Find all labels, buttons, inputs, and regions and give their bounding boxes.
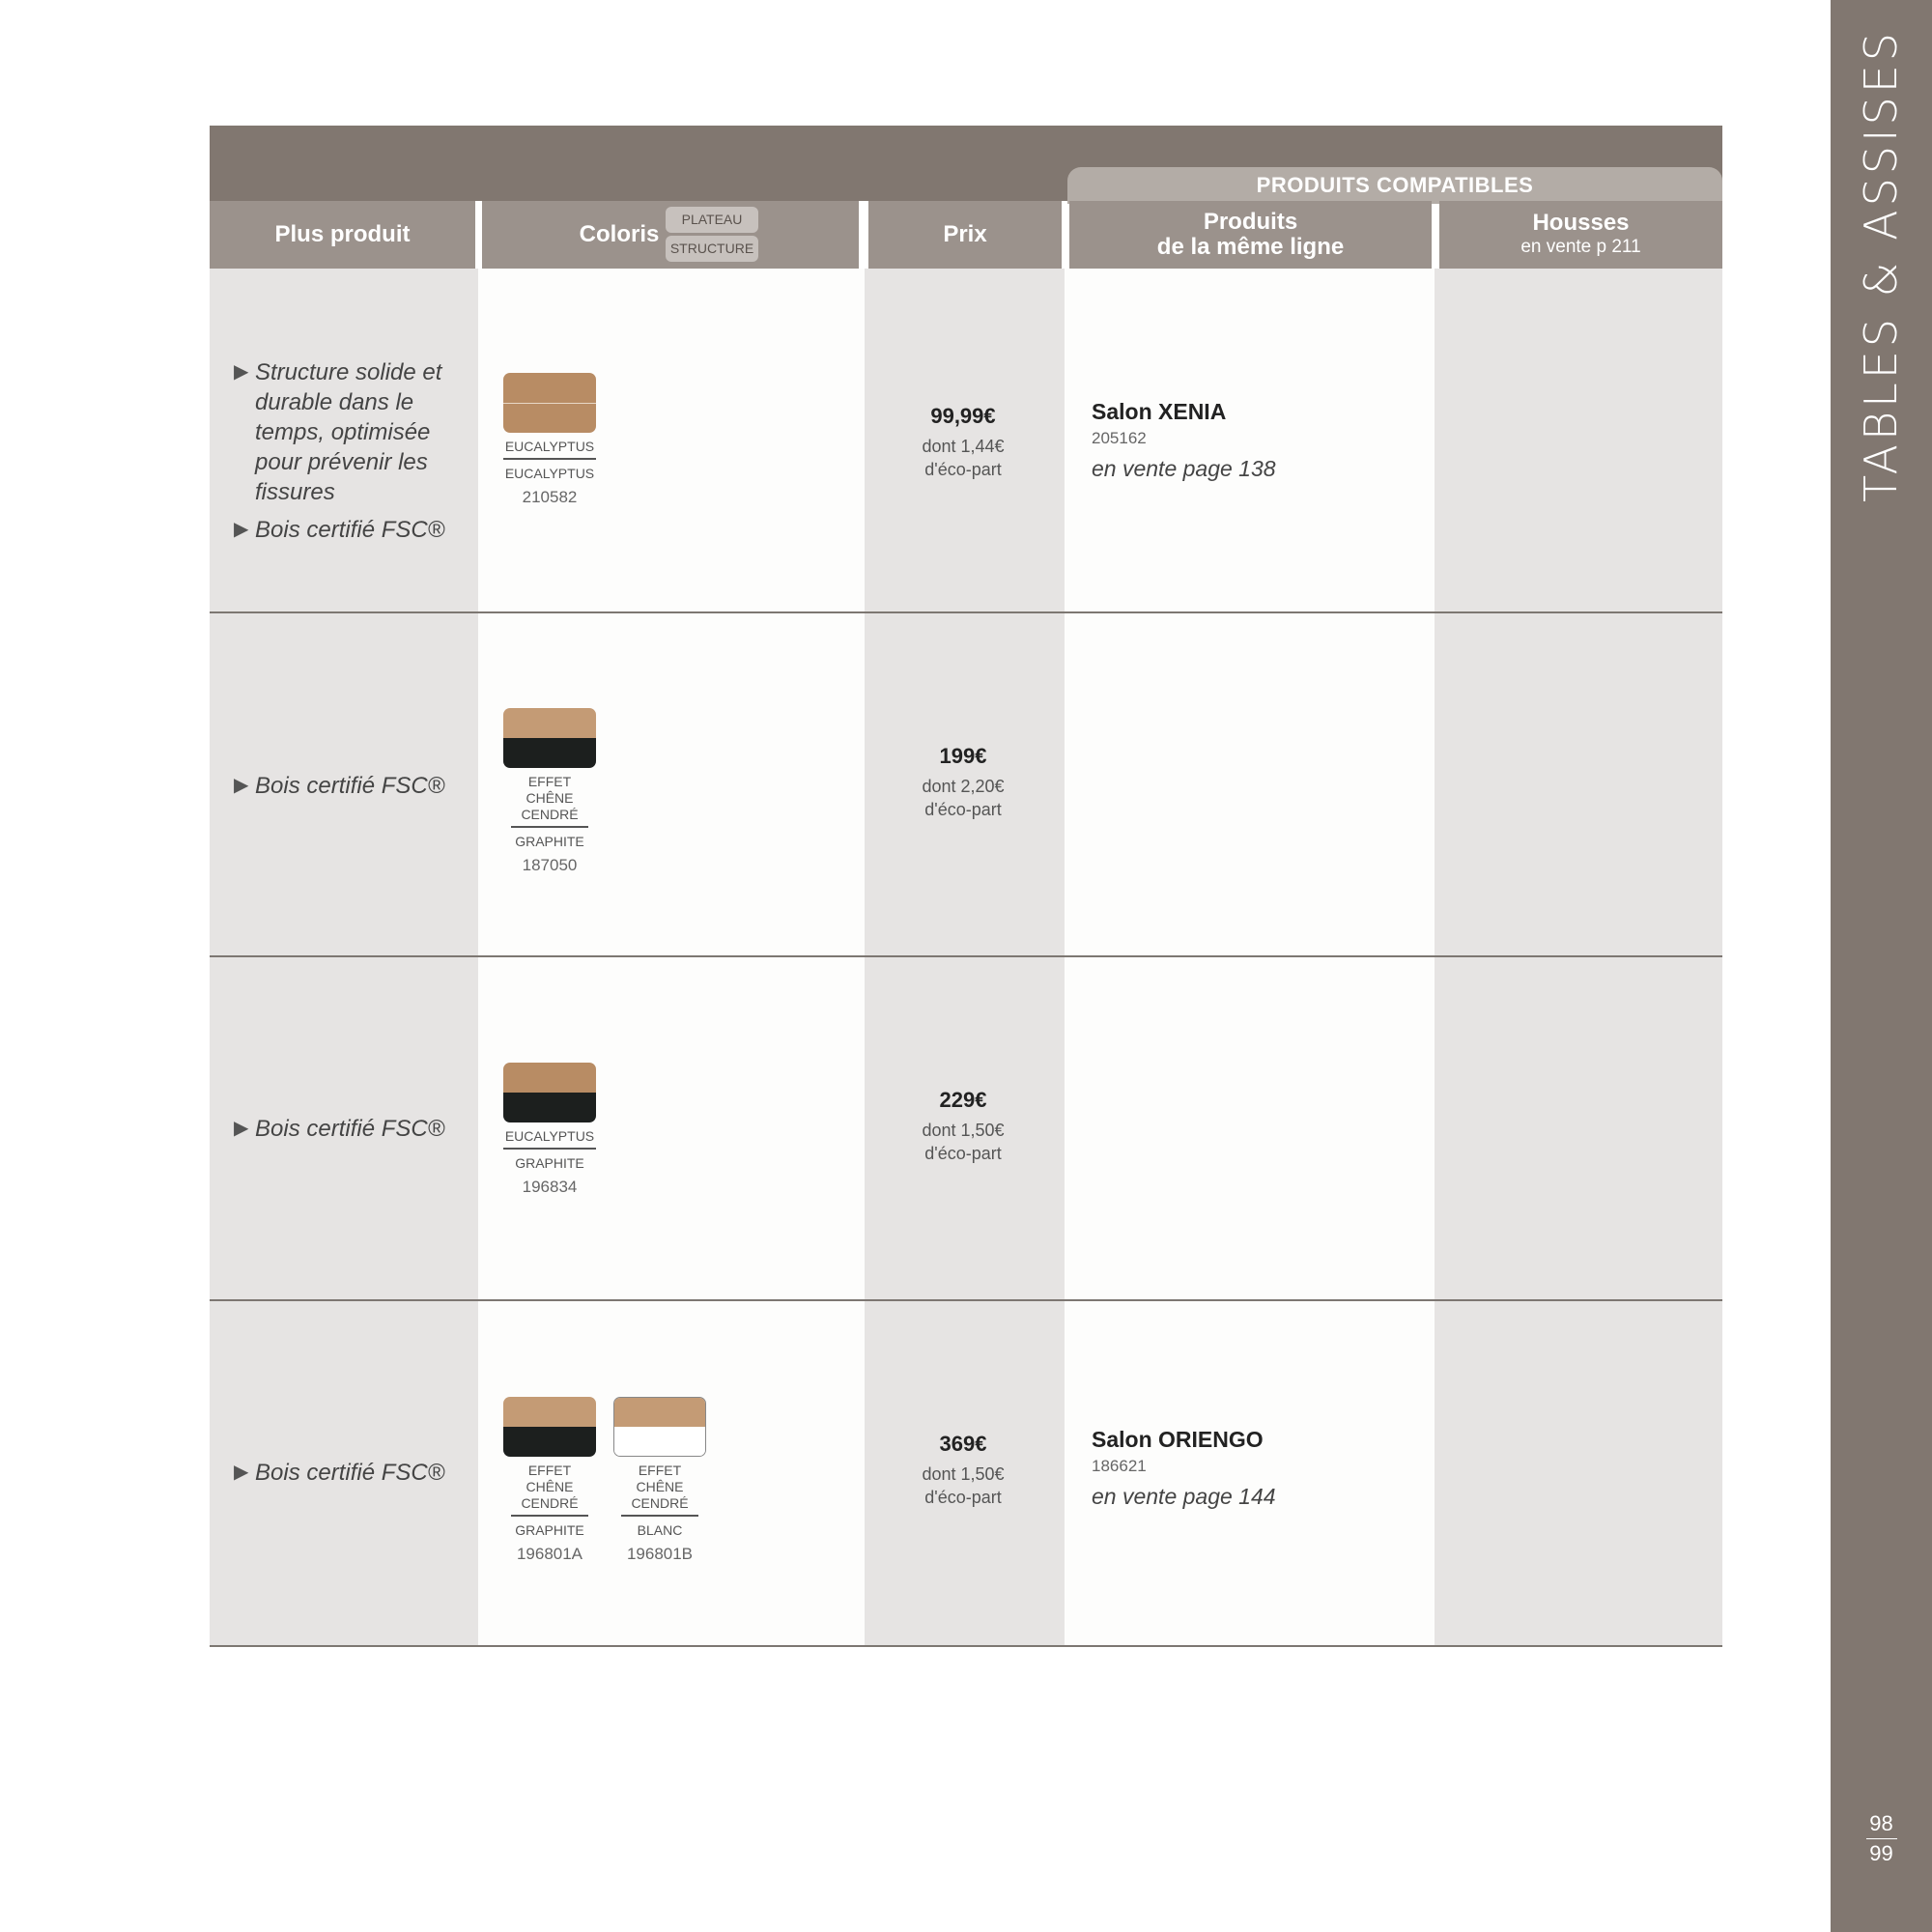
triangle-bullet-icon: ▶ (234, 519, 249, 540)
compatible-product-ref: 205162 (1092, 429, 1147, 447)
price-block (867, 404, 1060, 481)
product-benefits (234, 1114, 456, 1144)
swatch-structure-label: EUCALYPTUS (504, 466, 595, 481)
header-housses (1439, 201, 1722, 269)
benefit-item (234, 771, 456, 801)
price-block (867, 1088, 1060, 1165)
swatch-reference: 210582 (522, 488, 578, 506)
compatible-products-tab: PRODUITS COMPATIBLES (1067, 167, 1722, 204)
table-row (210, 1301, 1722, 1645)
swatch-reference: 196834 (522, 1178, 578, 1196)
chip-plateau (503, 708, 596, 738)
swatch-reference: 187050 (522, 856, 578, 874)
chip-structure (503, 738, 596, 768)
chip-structure (503, 1427, 596, 1457)
eco-part-label: d'éco-part (924, 1144, 1002, 1163)
swatch-plateau-label: EFFET CHÊNE CENDRÉ (511, 774, 588, 828)
price-block (867, 744, 1060, 821)
benefit-item (234, 1458, 456, 1488)
benefit-item (234, 357, 456, 507)
price-amount: 369€ (939, 1432, 987, 1456)
chip-plateau (503, 1397, 596, 1427)
eco-part-label: d'éco-part (924, 1488, 1002, 1507)
swatch-plateau-label: EFFET CHÊNE CENDRÉ (511, 1463, 588, 1517)
benefit-item (234, 1114, 456, 1144)
swatch-reference: 196801A (516, 1545, 583, 1563)
chip-plateau (614, 1398, 705, 1427)
price-amount: 199€ (939, 744, 987, 768)
price-amount: 229€ (939, 1088, 987, 1112)
swatch-plateau-label: EUCALYPTUS (503, 1128, 596, 1150)
compatible-product-name: Salon XENIA (1092, 399, 1227, 424)
swatch-structure-label: GRAPHITE (515, 1522, 584, 1538)
color-legend (666, 207, 758, 263)
chip-structure (503, 1093, 596, 1122)
swatch-plateau-label: EFFET CHÊNE CENDRÉ (621, 1463, 698, 1517)
chip-structure (614, 1427, 705, 1456)
header-meme-ligne-line2: de la même ligne (1156, 234, 1345, 260)
color-chip (503, 373, 596, 433)
page-number-right: 99 (1869, 1841, 1893, 1865)
product-table (210, 126, 1722, 1647)
triangle-bullet-icon: ▶ (234, 775, 249, 796)
chip-structure (503, 404, 596, 434)
section-title-text: TABLES & ASSISES (1855, 28, 1908, 503)
eco-part-amount: dont 1,50€ (922, 1121, 1005, 1140)
benefit-text: Bois certifié FSC® (255, 517, 445, 543)
header-plus-produit (210, 201, 475, 269)
swatch-reference: 196801B (626, 1545, 694, 1563)
eco-part-amount: dont 1,44€ (922, 437, 1005, 456)
color-chip (503, 708, 596, 768)
compatible-product-name: Salon ORIENGO (1092, 1427, 1264, 1452)
color-swatch (613, 1397, 706, 1564)
compatible-product-page: en vente page 138 (1092, 456, 1276, 481)
swatch-structure-label: BLANC (637, 1522, 683, 1538)
eco-part (867, 435, 1060, 481)
table-row (210, 613, 1722, 957)
eco-part (867, 1119, 1060, 1165)
triangle-bullet-icon: ▶ (234, 1462, 249, 1483)
color-swatches (503, 373, 596, 507)
header-meme-ligne-line1: Produits (1203, 209, 1298, 235)
chip-plateau (503, 1063, 596, 1093)
header-meme-ligne (1069, 201, 1432, 269)
legend-structure: STRUCTURE (666, 236, 758, 262)
header-housses-sub: en vente p 211 (1520, 237, 1641, 257)
color-swatches (503, 708, 596, 875)
chip-plateau (503, 373, 596, 404)
eco-part-amount: dont 2,20€ (922, 777, 1005, 796)
eco-part (867, 1463, 1060, 1509)
product-benefits (234, 1458, 456, 1488)
benefit-text: Structure solide et durable dans le temps, optimisée pour prévenir les fissures (255, 359, 442, 505)
color-swatches (503, 1063, 596, 1197)
product-benefits (234, 357, 456, 545)
table-row (210, 269, 1722, 612)
triangle-bullet-icon: ▶ (234, 1118, 249, 1139)
compatible-product (1092, 399, 1420, 482)
benefit-text: Bois certifié FSC® (255, 1460, 445, 1486)
header-coloris-label: Coloris (579, 221, 660, 247)
color-swatch (503, 1397, 596, 1564)
color-chip (503, 1397, 596, 1457)
swatch-structure-label: GRAPHITE (515, 1155, 584, 1171)
eco-part-label: d'éco-part (924, 460, 1002, 479)
color-swatch (503, 708, 596, 875)
price-amount: 99,99€ (930, 404, 996, 428)
color-swatch (503, 373, 596, 507)
legend-plateau: PLATEAU (666, 207, 758, 233)
color-swatches (503, 1397, 706, 1564)
color-swatch (503, 1063, 596, 1197)
swatch-structure-label: GRAPHITE (515, 834, 584, 849)
eco-part-label: d'éco-part (924, 800, 1002, 819)
header-prix (868, 201, 1062, 269)
section-title (1831, 28, 1932, 503)
benefit-item (234, 515, 456, 545)
table-row (210, 957, 1722, 1301)
eco-part (867, 775, 1060, 821)
page-numbers (1831, 1811, 1932, 1866)
swatch-plateau-label: EUCALYPTUS (503, 439, 596, 460)
price-block (867, 1432, 1060, 1509)
compatible-product (1092, 1427, 1420, 1510)
header-housses-label: Housses (1532, 210, 1630, 236)
eco-part-amount: dont 1,50€ (922, 1464, 1005, 1484)
color-chip (503, 1063, 596, 1122)
page-number-left: 98 (1866, 1811, 1897, 1839)
compatible-product-page: en vente page 144 (1092, 1484, 1276, 1509)
triangle-bullet-icon: ▶ (234, 361, 249, 383)
color-chip (613, 1397, 706, 1457)
compatible-product-ref: 186621 (1092, 1457, 1147, 1475)
benefit-text: Bois certifié FSC® (255, 1116, 445, 1142)
header-plus-produit-label: Plus produit (274, 221, 411, 247)
row-separator (210, 1645, 1722, 1647)
benefit-text: Bois certifié FSC® (255, 773, 445, 799)
product-benefits (234, 771, 456, 801)
header-prix-label: Prix (943, 221, 987, 247)
